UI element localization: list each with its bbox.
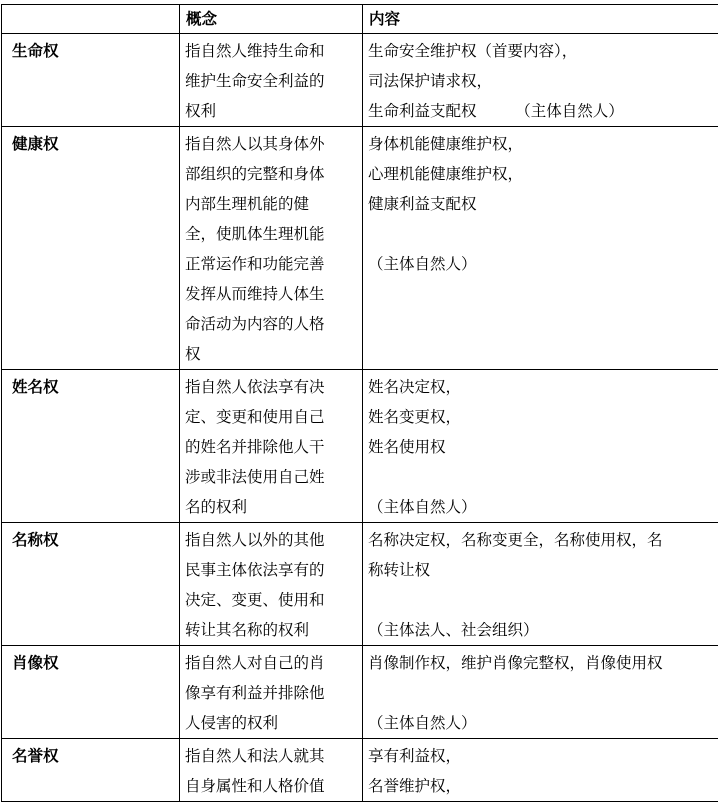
content-line: 享有利益权， [368,741,718,771]
content-line: 身体机能健康维护权， [368,129,718,159]
content-line: 名誉维护权， [368,771,718,801]
concept-cell [180,34,363,127]
concept-line: 全，使肌体生理机能 [185,219,360,249]
content-line: 生命利益支配权 （主体自然人） [368,96,718,126]
concept-line: 命活动为内容的人格 [185,309,360,339]
header-term [2,5,180,34]
concept-line: 指自然人维持生命和 [185,36,360,66]
content-cell [363,127,718,370]
concept-line: 部组织的完整和身体 [185,159,360,189]
concept-line: 自身属性和人格价值 [185,771,360,801]
concept-cell [180,127,363,370]
concept-line: 指自然人和法人就其 [185,741,360,771]
table-header-row [2,5,718,34]
content-line: 姓名使用权 [368,432,718,462]
subject-note: （主体自然人） [368,708,718,738]
right-name: 健康权 [2,127,180,370]
concept-line: 的姓名并排除他人干 [185,432,360,462]
concept-line: 指自然人以其身体外 [185,129,360,159]
right-name: 肖像权 [2,646,180,739]
right-name: 生命权 [2,34,180,127]
concept-line: 内部生理机能的健 [185,189,360,219]
concept-line: 发挥从而维持人体生 [185,279,360,309]
table-body [2,34,718,802]
subject-note: （主体自然人） [368,492,718,522]
table-row [2,370,718,523]
content-cell [363,34,718,127]
concept-cell [180,646,363,739]
spacer [368,585,718,615]
content-line: 生命安全维护权（首要内容）， [368,36,718,66]
concept-line: 权 [185,339,360,369]
spacer [368,219,718,249]
concept-line: 民事主体依法享有的 [185,555,360,585]
subject-note: （主体法人、社会组织） [368,615,718,645]
header-concept: 概念 [180,5,363,34]
table-row [2,127,718,370]
concept-line: 转让其名称的权利 [185,615,360,645]
concept-cell [180,739,363,802]
content-cell [363,370,718,523]
concept-line: 指自然人以外的其他 [185,525,360,555]
concept-line: 指自然人依法享有决 [185,372,360,402]
content-line: 司法保护请求权， [368,66,718,96]
concept-line: 名的权利 [185,492,360,522]
concept-line: 正常运作和功能完善 [185,249,360,279]
content-line: 姓名决定权， [368,372,718,402]
content-line: 心理机能健康维护权， [368,159,718,189]
rights-table [1,4,718,802]
concept-cell [180,523,363,646]
right-name: 名称权 [2,523,180,646]
concept-line: 人侵害的权利 [185,708,360,738]
concept-line: 维护生命安全利益的 [185,66,360,96]
table-row [2,34,718,127]
content-line: 肖像制作权，维护肖像完整权，肖像使用权 [368,648,718,678]
concept-line: 定、变更和使用自己 [185,402,360,432]
content-line: 姓名变更权， [368,402,718,432]
concept-cell [180,370,363,523]
concept-line: 决定、变更、使用和 [185,585,360,615]
right-name: 姓名权 [2,370,180,523]
right-name: 名誉权 [2,739,180,802]
concept-line: 权利 [185,96,360,126]
content-cell [363,646,718,739]
subject-note: （主体自然人） [368,249,718,279]
table-row [2,646,718,739]
concept-line: 涉或非法使用自己姓 [185,462,360,492]
content-line: 健康利益支配权 [368,189,718,219]
header-content: 内容 [363,5,718,34]
spacer [368,462,718,492]
spacer [368,678,718,708]
concept-line: 指自然人对自己的肖 [185,648,360,678]
content-line: 名称决定权，名称变更全，名称使用权，名 [368,525,718,555]
table-row [2,739,718,802]
content-cell [363,523,718,646]
content-line: 称转让权 [368,555,718,585]
table-row [2,523,718,646]
content-cell [363,739,718,802]
concept-line: 像享有利益并排除他 [185,678,360,708]
